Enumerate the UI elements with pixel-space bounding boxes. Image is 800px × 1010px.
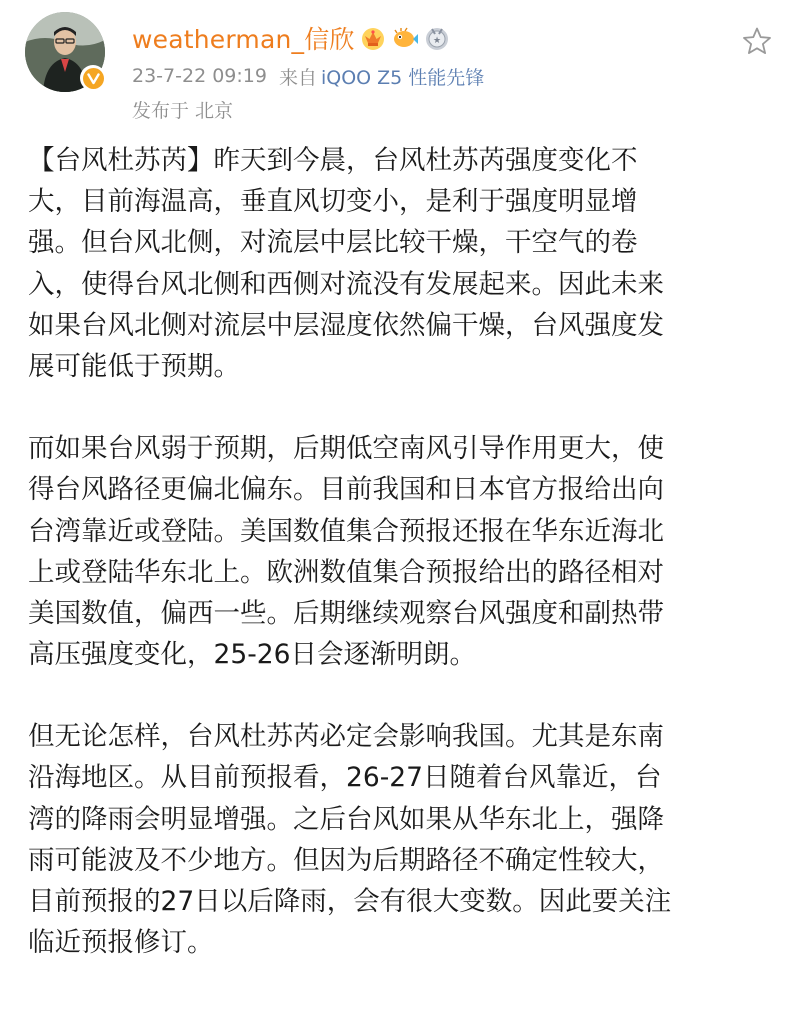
post-header xyxy=(0,0,800,130)
source-label: 来自 xyxy=(278,66,317,89)
text-line: 美国数值，偏西一些。后期继续观察台风强度和副热带 xyxy=(28,597,664,629)
location-label: 发布于 xyxy=(132,99,190,122)
post-location xyxy=(132,95,233,123)
text-line: 【台风杜苏芮】昨天到今晨，台风杜苏芮强度变化不 xyxy=(28,145,638,176)
text-line: 湾的降雨会明显增强。之后台风如果从华东北上，强降 xyxy=(28,803,664,835)
text-line: 大，目前海温高，垂直风切变小，是利于强度明显增 xyxy=(28,186,638,218)
favorite-button[interactable] xyxy=(738,22,776,60)
text-line: 如果台风北侧对流层中层湿度依然偏干燥，台风强度发 xyxy=(28,309,664,341)
paragraph-2 xyxy=(28,428,780,675)
text-line: 雨可能波及不少地方。但因为后期路径不确定性较大， xyxy=(28,844,664,876)
source-device-link[interactable]: iQOO Z5 性能先锋 xyxy=(320,66,485,89)
post-meta xyxy=(132,62,484,90)
silver-medal-icon[interactable] xyxy=(423,24,451,52)
text-line: 台湾靠近或登陆。美国数值集合预报还报在华东近海北 xyxy=(28,515,664,547)
text-line: 高压强度变化，25-26日会逐渐明朗。 xyxy=(28,639,477,671)
text-line: 目前预报的27日以后降雨，会有很大变数。因此要关注 xyxy=(28,886,672,917)
location-city: 北京 xyxy=(195,99,234,122)
text-line: 得台风路径更偏北偏东。目前我国和日本官方报给出向 xyxy=(28,474,664,506)
text-line: 入，使得台风北侧和西侧对流没有发展起来。因此未来 xyxy=(28,268,664,300)
crown-medal-icon[interactable] xyxy=(359,24,387,52)
author-row xyxy=(132,18,451,58)
post-time: 23-7-22 09:19 xyxy=(132,65,267,87)
svg-text:★: ★ xyxy=(432,36,441,46)
text-line: 沿海地区。从目前预报看，26-27日随着台风靠近，台 xyxy=(28,762,662,794)
star-outline-icon xyxy=(741,25,773,57)
text-line: 上或登陆华东北上。欧洲数值集合预报给出的路径相对 xyxy=(28,556,664,588)
text-line: 临近预报修订。 xyxy=(28,927,214,959)
pufferfish-medal-icon[interactable] xyxy=(391,24,419,52)
author-name[interactable]: weatherman_信欣 xyxy=(132,25,355,54)
paragraph-3 xyxy=(28,716,780,963)
text-line: 强。但台风北侧，对流层中层比较干燥，干空气的卷 xyxy=(28,227,638,259)
paragraph-1 xyxy=(28,140,780,387)
text-line: 而如果台风弱于预期，后期低空南风引导作用更大，使 xyxy=(28,433,664,465)
post-body xyxy=(28,140,780,963)
text-line: 但无论怎样，台风杜苏芮必定会影响我国。尤其是东南 xyxy=(28,721,664,753)
text-line: 展可能低于预期。 xyxy=(28,350,240,382)
vip-verified-icon xyxy=(80,65,106,91)
